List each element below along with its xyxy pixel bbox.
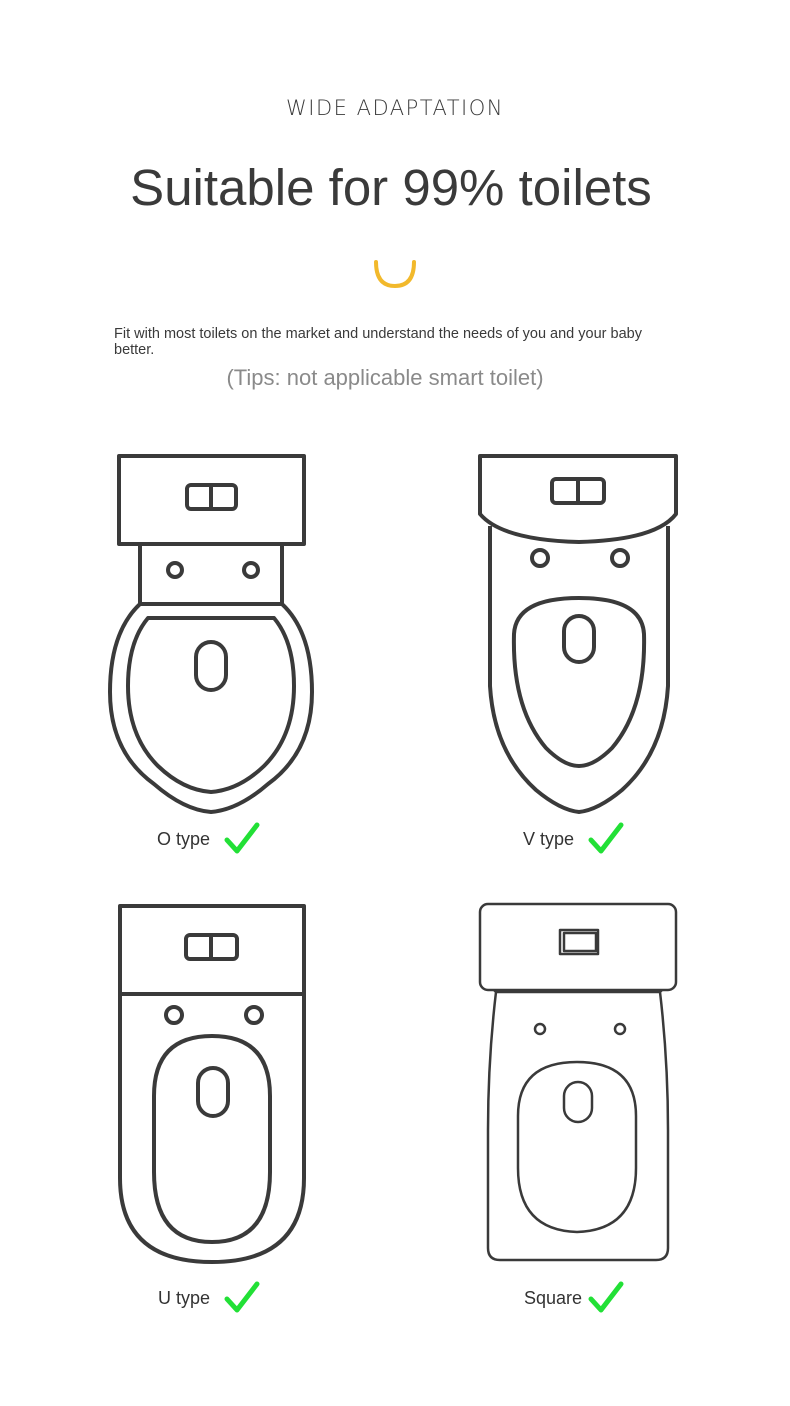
tips-text: (Tips: not applicable smart toilet) [226,365,544,390]
check-icon [588,822,624,856]
description-text: Fit with most toilets on the market and understand the needs of you and your baby better. [114,326,642,358]
smile-accent-icon [370,254,420,294]
v-type-label [523,822,624,856]
u-type-label [158,1281,260,1315]
o-type-label-text: O type [157,828,211,849]
eyebrow-heading: WIDE ADAPTATION [286,96,504,120]
square-label-text: Square [524,1287,583,1308]
check-icon [224,822,260,856]
check-icon [224,1281,260,1315]
u-type-label-text: U type [158,1287,211,1308]
v-type-toilet-icon [476,452,682,818]
u-type-toilet-icon [116,902,308,1268]
o-type-label [157,822,260,856]
o-type-toilet-icon [104,452,318,818]
v-type-label-text: V type [523,828,575,849]
check-icon [588,1281,624,1315]
square-label [524,1281,624,1315]
page-title: Suitable for 99% toilets [130,159,652,216]
square-toilet-icon [476,900,682,1266]
